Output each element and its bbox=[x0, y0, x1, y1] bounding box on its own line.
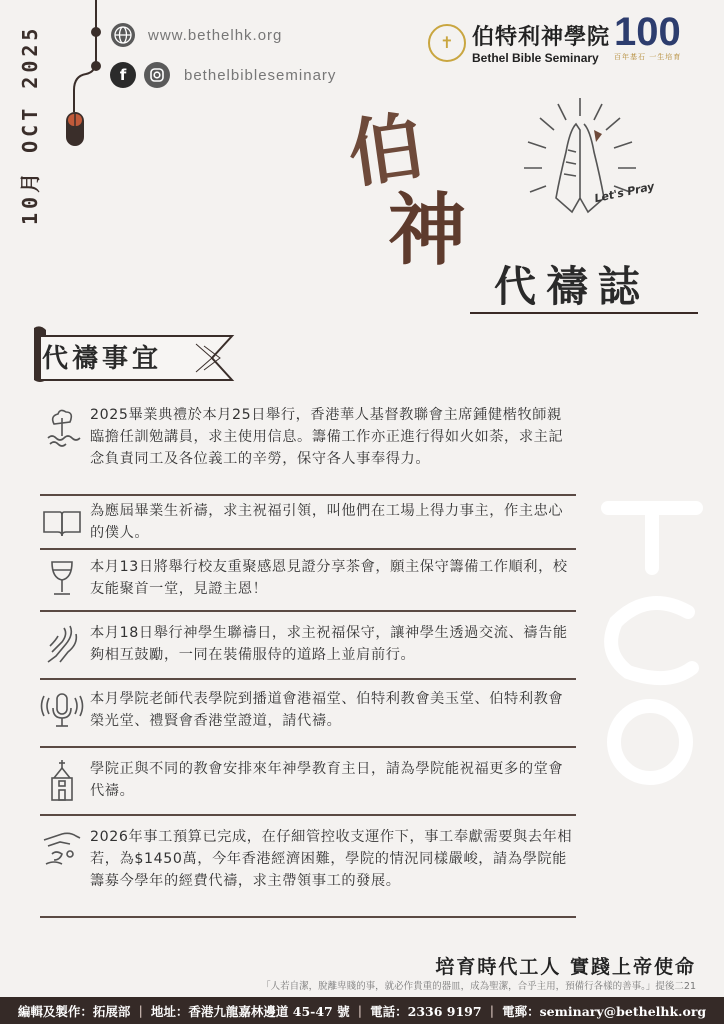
item-divider bbox=[40, 494, 576, 496]
prayer-item-text: 2025畢業典禮於本月25日舉行，香港華人基督教聯會主席鍾健楷牧師親臨擔任訓勉講員，求主使用信息。籌備工作亦正進行得如火如荼，求主記念負責同工及各位義工的辛勞，保守各人事奉得力。 bbox=[90, 407, 564, 467]
section-title: 代禱事宜 bbox=[42, 344, 163, 374]
website-link[interactable]: www.bethelhk.org bbox=[148, 26, 283, 44]
prayer-item-4 bbox=[40, 622, 576, 666]
social-row bbox=[110, 62, 336, 88]
website-row[interactable] bbox=[110, 22, 282, 48]
prayer-item-3 bbox=[40, 556, 576, 600]
prayer-item-1 bbox=[40, 404, 576, 470]
seminary-logo bbox=[428, 20, 610, 65]
oct-ghost-text: OCT bbox=[648, 790, 651, 791]
prayer-item-text: 學院正與不同的教會安排來年神學教育主日，請為學院能祝福更多的堂會代禱。 bbox=[90, 761, 564, 799]
calligraphy-char-1: 伯 bbox=[343, 103, 429, 199]
facebook-icon[interactable]: f bbox=[110, 62, 136, 88]
church-icon bbox=[40, 758, 84, 802]
centennial-number: 100 bbox=[614, 10, 681, 54]
chalice-icon bbox=[40, 556, 84, 600]
tree-water-icon bbox=[40, 404, 84, 448]
logo-english-name: Bethel Bible Seminary bbox=[472, 51, 599, 65]
item-divider bbox=[40, 678, 576, 680]
newsletter-title: 代禱誌 bbox=[494, 262, 651, 311]
footer-slogan: 培育時代工人 實踐上帝使命 bbox=[435, 956, 696, 978]
social-handle[interactable]: bethelbibleseminary bbox=[184, 66, 337, 84]
item-divider bbox=[40, 916, 576, 918]
contact-footer: 編輯及製作：拓展部 | 地址：香港九龍嘉林邊道 45-47 號 | 電話：2336 9197 | 電郵：seminary@bethelhk.org bbox=[0, 997, 724, 1024]
prayer-item-text: 本月學院老師代表學院到播道會港福堂、伯特利教會美玉堂、伯特利教會榮光堂、禮賢會香港堂證道，請代禱。 bbox=[90, 691, 564, 729]
item-divider bbox=[40, 814, 576, 816]
item-divider bbox=[40, 548, 576, 550]
hand-coin-icon bbox=[40, 826, 84, 870]
book-icon bbox=[40, 500, 84, 544]
issue-date-vertical: 10月 OCT 2025 bbox=[18, 24, 42, 225]
footer-phone[interactable]: 電話：2336 9197 bbox=[370, 1003, 482, 1019]
logo-chinese-name: 伯特利神學院 bbox=[472, 24, 611, 50]
item-divider bbox=[40, 610, 576, 612]
prayer-item-text: 本月18日舉行神學生聯禱日，求主祝福保守，讓神學生透過交流、禱告能夠相互鼓勵，一同在裝備服侍的道路上並肩前行。 bbox=[90, 625, 568, 663]
seminary-seal-icon: ✝ bbox=[428, 24, 466, 62]
prayer-item-text: 2026年事工預算已完成，在仔細管控收支運作下，事工奉獻需要與去年相若，為$1450萬，今年香港經濟困難，學院的情況同樣嚴峻，請為學院能籌募今學年的經費代禱，求主帶領事工的發展。 bbox=[90, 829, 573, 889]
instagram-icon[interactable] bbox=[144, 62, 170, 88]
item-divider bbox=[40, 746, 576, 748]
prayer-item-2 bbox=[40, 500, 576, 544]
oct-ghost-lettering bbox=[588, 472, 708, 792]
calligraphy-char-2: 神 bbox=[388, 185, 467, 276]
microphone-icon bbox=[40, 688, 84, 732]
prayer-item-6 bbox=[40, 758, 576, 802]
centennial-motto: 百年基石 一生培育 bbox=[614, 53, 682, 61]
prayer-item-5 bbox=[40, 688, 576, 732]
footer-address: 地址：香港九龍嘉林邊道 45-47 號 bbox=[150, 1003, 350, 1019]
prayer-item-text: 為應屆畢業生祈禱，求主祝福引領，叫他們在工場上得力事主，作主忠心的僕人。 bbox=[90, 503, 564, 541]
centennial-badge bbox=[614, 12, 706, 68]
title-underline bbox=[470, 312, 698, 314]
footer-email[interactable]: 電郵：seminary@bethelhk.org bbox=[502, 1003, 707, 1019]
footer-verse: 「人若自潔，脫離卑賤的事，就必作貴重的器皿，成為聖潔，合乎主用，預備行各樣的善事。」提後二21 bbox=[261, 981, 696, 992]
praying-hands-icon bbox=[40, 622, 84, 666]
prayer-item-7 bbox=[40, 826, 576, 892]
prayer-item-text: 本月13日將舉行校友重聚感恩見證分享茶會，願主保守籌備工作順利，校友能聚首一堂，見證主恩！ bbox=[90, 559, 568, 597]
praying-hands-illustration bbox=[510, 90, 650, 230]
footer-editor: 編輯及製作：拓展部 bbox=[17, 1003, 131, 1019]
globe-icon bbox=[110, 22, 136, 48]
lets-pray-badge: Let's Pray bbox=[593, 179, 656, 206]
